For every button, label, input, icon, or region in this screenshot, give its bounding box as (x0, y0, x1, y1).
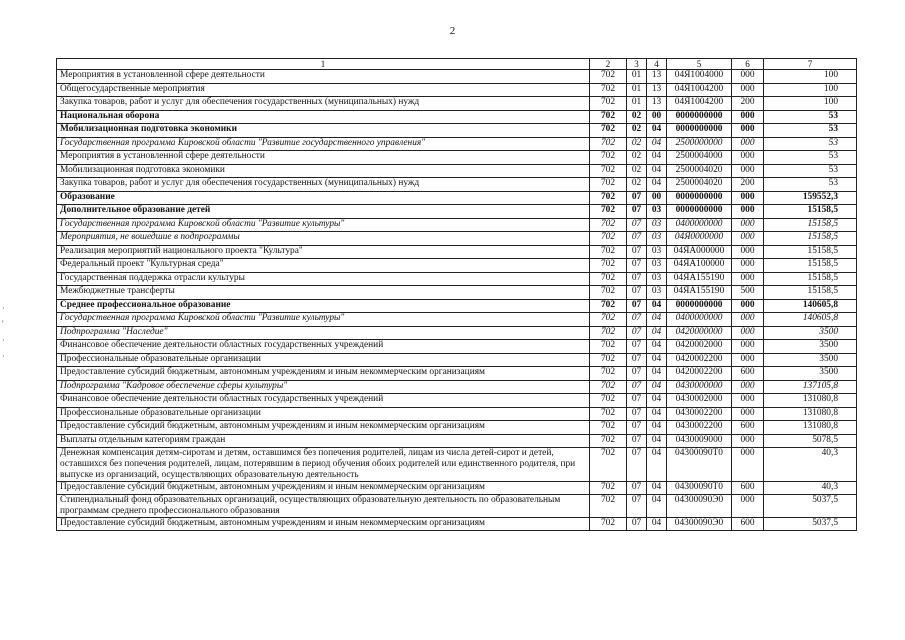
section-code: 02 (627, 137, 647, 151)
section-code: 07 (627, 495, 647, 518)
table-row (57, 299, 857, 313)
table-row (57, 272, 857, 286)
target-article-code: 0420002200 (667, 353, 732, 367)
amount: 3500 (764, 340, 857, 354)
table-row (57, 70, 857, 84)
expense-type-code: 600 (732, 421, 764, 435)
amount: 140605,8 (764, 299, 857, 313)
ministry-code: 702 (590, 164, 627, 178)
amount: 100 (764, 70, 857, 84)
row-name: Денежная компенсация детям-сиротам и детям, оставшимся без попечения родителей, лицам из числа детей-сирот и детей, оставшихся без попечения родителей, лицам, потерявшим в период обучения обоих родителей или единственного родителя, при выпуске из организаций, осуществляющих образовательную деятельность (57, 448, 590, 481)
subsection-code: 04 (647, 164, 667, 178)
row-name: Государственная программа Кировской области "Развитие культуры" (57, 313, 590, 327)
table-row (57, 191, 857, 205)
amount: 137105,8 (764, 380, 857, 394)
table-row (57, 326, 857, 340)
row-name: Национальная оборона (57, 110, 590, 124)
amount: 100 (764, 83, 857, 97)
expense-type-code: 000 (732, 353, 764, 367)
section-code: 02 (627, 124, 647, 138)
expense-type-code: 000 (732, 137, 764, 151)
table-row (57, 218, 857, 232)
amount: 53 (764, 110, 857, 124)
column-number: 2 (590, 59, 627, 70)
row-name: Дополнительное образование детей (57, 205, 590, 219)
row-name: Профессиональные образовательные организации (57, 407, 590, 421)
target-article-code: 04Я1004200 (667, 97, 732, 111)
expense-type-code: 600 (732, 481, 764, 495)
expense-type-code: 000 (732, 313, 764, 327)
section-code: 07 (627, 218, 647, 232)
section-code: 07 (627, 421, 647, 435)
amount: 40,3 (764, 481, 857, 495)
row-name: Выплаты отдельным категориям граждан (57, 434, 590, 448)
row-name: Стипендиальный фонд образовательных организаций, осуществляющих образовательную деятельность по образовательным программам среднего профессионального образования (57, 495, 590, 518)
table-row (57, 83, 857, 97)
section-code: 01 (627, 70, 647, 84)
ministry-code: 702 (590, 299, 627, 313)
table-row (57, 421, 857, 435)
row-name: Межбюджетные трансферты (57, 286, 590, 300)
ministry-code: 702 (590, 137, 627, 151)
expense-type-code: 000 (732, 394, 764, 408)
amount: 131080,8 (764, 394, 857, 408)
subsection-code: 04 (647, 137, 667, 151)
amount: 5037,5 (764, 495, 857, 518)
amount: 5037,5 (764, 517, 857, 531)
column-number: 7 (764, 59, 857, 70)
ministry-code: 702 (590, 151, 627, 165)
table-row (57, 245, 857, 259)
row-name: Подпрограмма "Наследие" (57, 326, 590, 340)
table-row (57, 353, 857, 367)
row-name: Предоставление субсидий бюджетным, автономным учреждениям и иным некоммерческим организациям (57, 517, 590, 531)
table-row (57, 164, 857, 178)
subsection-code: 04 (647, 326, 667, 340)
subsection-code: 04 (647, 407, 667, 421)
row-name: Федеральный проект "Культурная среда" (57, 259, 590, 273)
ministry-code: 702 (590, 245, 627, 259)
expense-type-code: 000 (732, 259, 764, 273)
ministry-code: 702 (590, 421, 627, 435)
subsection-code: 04 (647, 448, 667, 481)
subsection-code: 03 (647, 259, 667, 273)
amount: 131080,8 (764, 421, 857, 435)
amount: 53 (764, 124, 857, 138)
amount: 140605,8 (764, 313, 857, 327)
table-row (57, 495, 857, 518)
subsection-code: 04 (647, 481, 667, 495)
table-row (57, 259, 857, 273)
expense-type-code: 200 (732, 97, 764, 111)
row-name: Государственная программа Кировской области "Развитие культуры" (57, 218, 590, 232)
subsection-code: 04 (647, 178, 667, 192)
target-article-code: 04Я0000000 (667, 232, 732, 246)
table-row (57, 367, 857, 381)
target-article-code: 04ЯA155190 (667, 286, 732, 300)
subsection-code: 04 (647, 340, 667, 354)
subsection-code: 00 (647, 110, 667, 124)
row-name: Закупка товаров, работ и услуг для обеспечения государственных (муниципальных) нужд (57, 97, 590, 111)
target-article-code: 0430002200 (667, 407, 732, 421)
table-row (57, 434, 857, 448)
target-article-code: 0400000000 (667, 313, 732, 327)
section-code: 02 (627, 164, 647, 178)
ministry-code: 702 (590, 353, 627, 367)
ministry-code: 702 (590, 481, 627, 495)
ministry-code: 702 (590, 495, 627, 518)
target-article-code: 2500004020 (667, 178, 732, 192)
target-article-code: 04300090Э0 (667, 495, 732, 518)
expense-type-code: 000 (732, 70, 764, 84)
section-code: 07 (627, 191, 647, 205)
column-number: 5 (667, 59, 732, 70)
section-code: 01 (627, 97, 647, 111)
ministry-code: 702 (590, 448, 627, 481)
section-code: 07 (627, 232, 647, 246)
row-name: Финансовое обеспечение деятельности областных государственных учреждений (57, 394, 590, 408)
target-article-code: 04ЯA155190 (667, 272, 732, 286)
table-row (57, 110, 857, 124)
target-article-code: 04300090Э0 (667, 517, 732, 531)
ministry-code: 702 (590, 313, 627, 327)
amount: 131080,8 (764, 407, 857, 421)
row-name: Реализация мероприятий национального проекта "Культура" (57, 245, 590, 259)
amount: 15158,5 (764, 205, 857, 219)
section-code: 02 (627, 178, 647, 192)
table-row (57, 97, 857, 111)
column-number: 3 (627, 59, 647, 70)
expense-type-code: 000 (732, 434, 764, 448)
target-article-code: 0000000000 (667, 191, 732, 205)
ministry-code: 702 (590, 218, 627, 232)
row-name: Среднее профессиональное образование (57, 299, 590, 313)
table-row (57, 151, 857, 165)
target-article-code: 0000000000 (667, 205, 732, 219)
subsection-code: 04 (647, 313, 667, 327)
amount: 53 (764, 151, 857, 165)
ministry-code: 702 (590, 286, 627, 300)
target-article-code: 0420000000 (667, 326, 732, 340)
expense-type-code: 600 (732, 517, 764, 531)
amount: 159552,3 (764, 191, 857, 205)
row-name: Мероприятия в установленной сфере деятельности (57, 151, 590, 165)
table-row (57, 232, 857, 246)
table-row (57, 394, 857, 408)
section-code: 07 (627, 353, 647, 367)
subsection-code: 03 (647, 272, 667, 286)
subsection-code: 04 (647, 394, 667, 408)
subsection-code: 04 (647, 299, 667, 313)
ministry-code: 702 (590, 434, 627, 448)
expense-type-code: 000 (732, 110, 764, 124)
ministry-code: 702 (590, 178, 627, 192)
row-name: Предоставление субсидий бюджетным, автономным учреждениям и иным некоммерческим организациям (57, 421, 590, 435)
section-code: 07 (627, 407, 647, 421)
table-row (57, 340, 857, 354)
subsection-code: 04 (647, 151, 667, 165)
ministry-code: 702 (590, 232, 627, 246)
row-name: Мероприятия, не вошедшие в подпрограммы (57, 232, 590, 246)
target-article-code: 0420002200 (667, 367, 732, 381)
table-row (57, 481, 857, 495)
subsection-code: 00 (647, 191, 667, 205)
section-code: 07 (627, 259, 647, 273)
amount: 15158,5 (764, 259, 857, 273)
subsection-code: 03 (647, 245, 667, 259)
table-row (57, 313, 857, 327)
amount: 3500 (764, 326, 857, 340)
target-article-code: 04Я1004000 (667, 70, 732, 84)
section-code: 07 (627, 245, 647, 259)
expense-type-code: 200 (732, 178, 764, 192)
section-code: 07 (627, 272, 647, 286)
expense-type-code: 000 (732, 205, 764, 219)
ministry-code: 702 (590, 83, 627, 97)
table-row (57, 380, 857, 394)
expense-type-code: 000 (732, 164, 764, 178)
target-article-code: 04300090Т0 (667, 448, 732, 481)
ministry-code: 702 (590, 70, 627, 84)
row-name: Мобилизационная подготовка экономики (57, 124, 590, 138)
section-code: 07 (627, 205, 647, 219)
expense-type-code: 000 (732, 340, 764, 354)
amount: 15158,5 (764, 245, 857, 259)
target-article-code: 0000000000 (667, 299, 732, 313)
section-code: 07 (627, 367, 647, 381)
target-article-code: 2500004020 (667, 164, 732, 178)
section-code: 07 (627, 517, 647, 531)
amount: 5078,5 (764, 434, 857, 448)
row-name: Подпрограмма "Кадровое обеспечение сферы культуры" (57, 380, 590, 394)
amount: 3500 (764, 367, 857, 381)
row-name: Мероприятия в установленной сфере деятельности (57, 70, 590, 84)
subsection-code: 13 (647, 83, 667, 97)
section-code: 07 (627, 434, 647, 448)
ministry-code: 702 (590, 326, 627, 340)
subsection-code: 13 (647, 70, 667, 84)
expense-type-code: 500 (732, 286, 764, 300)
expense-type-code: 000 (732, 272, 764, 286)
section-code: 07 (627, 340, 647, 354)
subsection-code: 03 (647, 286, 667, 300)
amount: 15158,5 (764, 232, 857, 246)
row-name: Профессиональные образовательные организации (57, 353, 590, 367)
ministry-code: 702 (590, 272, 627, 286)
row-name: Мобилизационная подготовка экономики (57, 164, 590, 178)
expense-type-code: 000 (732, 448, 764, 481)
amount: 40,3 (764, 448, 857, 481)
table-row (57, 286, 857, 300)
target-article-code: 0000000000 (667, 110, 732, 124)
budget-table (56, 58, 857, 531)
ministry-code: 702 (590, 97, 627, 111)
row-name: Государственная программа Кировской области "Развитие государственного управления" (57, 137, 590, 151)
target-article-code: 0430002000 (667, 394, 732, 408)
section-code: 07 (627, 394, 647, 408)
target-article-code: 04300090Т0 (667, 481, 732, 495)
subsection-code: 04 (647, 380, 667, 394)
subsection-code: 04 (647, 124, 667, 138)
section-code: 01 (627, 83, 647, 97)
section-code: 07 (627, 313, 647, 327)
table-row (57, 124, 857, 138)
column-number: 1 (57, 59, 590, 70)
row-name: Предоставление субсидий бюджетным, автономным учреждениям и иным некоммерческим организациям (57, 367, 590, 381)
column-number: 6 (732, 59, 764, 70)
subsection-code: 04 (647, 495, 667, 518)
target-article-code: 0420002000 (667, 340, 732, 354)
row-name: Государственная поддержка отрасли культуры (57, 272, 590, 286)
section-code: 02 (627, 110, 647, 124)
expense-type-code: 000 (732, 407, 764, 421)
subsection-code: 04 (647, 434, 667, 448)
row-name: Закупка товаров, работ и услуг для обеспечения государственных (муниципальных) нужд (57, 178, 590, 192)
subsection-code: 04 (647, 367, 667, 381)
row-name: Предоставление субсидий бюджетным, автономным учреждениям и иным некоммерческим организациям (57, 481, 590, 495)
table-row (57, 517, 857, 531)
column-number-row (57, 59, 857, 70)
ministry-code: 702 (590, 517, 627, 531)
ministry-code: 702 (590, 394, 627, 408)
table-row (57, 448, 857, 481)
expense-type-code: 000 (732, 151, 764, 165)
row-name: Финансовое обеспечение деятельности областных государственных учреждений (57, 340, 590, 354)
amount: 53 (764, 178, 857, 192)
ministry-code: 702 (590, 191, 627, 205)
expense-type-code: 000 (732, 191, 764, 205)
ministry-code: 702 (590, 407, 627, 421)
ministry-code: 702 (590, 259, 627, 273)
section-code: 07 (627, 448, 647, 481)
table-row (57, 178, 857, 192)
expense-type-code: 000 (732, 380, 764, 394)
target-article-code: 0400000000 (667, 218, 732, 232)
target-article-code: 0430000000 (667, 380, 732, 394)
table-row (57, 205, 857, 219)
subsection-code: 04 (647, 421, 667, 435)
section-code: 07 (627, 481, 647, 495)
target-article-code: 2500000000 (667, 137, 732, 151)
subsection-code: 04 (647, 517, 667, 531)
margin-marks: · ' · · (2, 303, 5, 361)
expense-type-code: 000 (732, 124, 764, 138)
expense-type-code: 000 (732, 218, 764, 232)
row-name: Общегосударственные мероприятия (57, 83, 590, 97)
expense-type-code: 000 (732, 232, 764, 246)
target-article-code: 04Я1004200 (667, 83, 732, 97)
target-article-code: 04ЯA100000 (667, 259, 732, 273)
subsection-code: 04 (647, 353, 667, 367)
expense-type-code: 000 (732, 245, 764, 259)
amount: 53 (764, 137, 857, 151)
ministry-code: 702 (590, 110, 627, 124)
table-row (57, 407, 857, 421)
ministry-code: 702 (590, 340, 627, 354)
ministry-code: 702 (590, 367, 627, 381)
section-code: 02 (627, 151, 647, 165)
amount: 15158,5 (764, 218, 857, 232)
section-code: 07 (627, 380, 647, 394)
expense-type-code: 600 (732, 367, 764, 381)
ministry-code: 702 (590, 205, 627, 219)
amount: 15158,5 (764, 286, 857, 300)
ministry-code: 702 (590, 124, 627, 138)
expense-type-code: 000 (732, 495, 764, 518)
table-row (57, 137, 857, 151)
target-article-code: 0430009000 (667, 434, 732, 448)
subsection-code: 03 (647, 205, 667, 219)
target-article-code: 2500004000 (667, 151, 732, 165)
subsection-code: 03 (647, 232, 667, 246)
expense-type-code: 000 (732, 326, 764, 340)
amount: 100 (764, 97, 857, 111)
target-article-code: 0430002200 (667, 421, 732, 435)
subsection-code: 13 (647, 97, 667, 111)
target-article-code: 04ЯA000000 (667, 245, 732, 259)
target-article-code: 0000000000 (667, 124, 732, 138)
amount: 53 (764, 164, 857, 178)
section-code: 07 (627, 326, 647, 340)
expense-type-code: 000 (732, 83, 764, 97)
subsection-code: 03 (647, 218, 667, 232)
page-number: 2 (449, 25, 456, 37)
row-name: Образование (57, 191, 590, 205)
section-code: 07 (627, 299, 647, 313)
ministry-code: 702 (590, 380, 627, 394)
amount: 15158,5 (764, 272, 857, 286)
section-code: 07 (627, 286, 647, 300)
amount: 3500 (764, 353, 857, 367)
expense-type-code: 000 (732, 299, 764, 313)
column-number: 4 (647, 59, 667, 70)
